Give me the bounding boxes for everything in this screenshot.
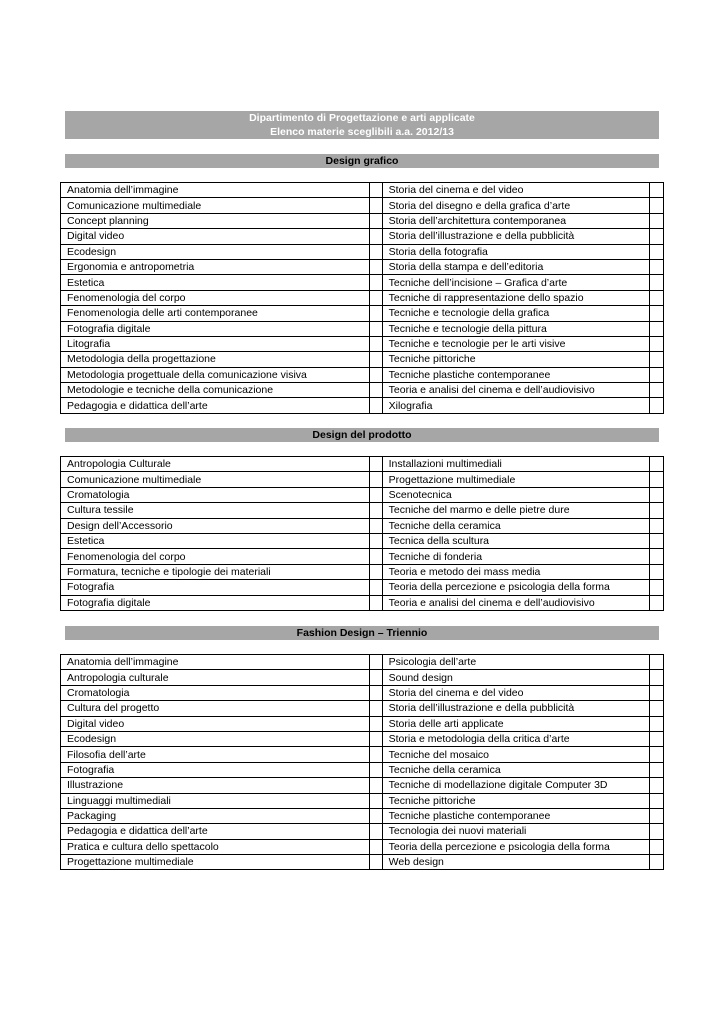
selection-box-right[interactable]: [649, 367, 663, 382]
subject-name-right: Tecniche pittoriche: [382, 793, 649, 808]
selection-box-left[interactable]: [369, 549, 382, 564]
table-row: [61, 259, 664, 274]
subject-name-left: Cultura tessile: [61, 503, 370, 518]
table-row: [61, 580, 664, 595]
subject-name-left: Litografia: [61, 336, 370, 351]
selection-box-right[interactable]: [649, 564, 663, 579]
selection-box-right[interactable]: [649, 183, 663, 198]
department-title: Dipartimento di Progettazione e arti applicate: [249, 112, 475, 124]
subject-name-left: Fenomenologia del corpo: [61, 290, 370, 305]
subject-name-right: Teoria e analisi del cinema e dell’audiovisivo: [382, 595, 649, 610]
selection-box-left[interactable]: [369, 855, 382, 870]
selection-box-right[interactable]: [649, 685, 663, 700]
subject-name-left: Estetica: [61, 275, 370, 290]
subject-name-right: Teoria e analisi del cinema e dell’audiovisivo: [382, 383, 649, 398]
subject-name-left: Antropologia culturale: [61, 670, 370, 685]
subject-name-left: Metodologia della progettazione: [61, 352, 370, 367]
selection-box-right[interactable]: [649, 701, 663, 716]
subject-name-right: Tecniche di fonderia: [382, 549, 649, 564]
selection-box-right[interactable]: [649, 290, 663, 305]
selection-box-right[interactable]: [649, 275, 663, 290]
subject-name-right: Tecniche di modellazione digitale Computer 3D: [382, 778, 649, 793]
subject-name-right: Sound design: [382, 670, 649, 685]
subject-name-right: Tecniche e tecnologie della pittura: [382, 321, 649, 336]
table-row: [61, 855, 664, 870]
selection-box-right[interactable]: [649, 580, 663, 595]
selection-box-left[interactable]: [369, 824, 382, 839]
selection-box-right[interactable]: [649, 839, 663, 854]
subject-name-right: Storia e metodologia della critica d’arte: [382, 731, 649, 746]
selection-box-right[interactable]: [649, 595, 663, 610]
selection-box-right[interactable]: [649, 778, 663, 793]
table-row: [61, 306, 664, 321]
subject-name-right: Tecnica della scultura: [382, 533, 649, 548]
subject-name-left: Fotografia: [61, 762, 370, 777]
table-row: [61, 549, 664, 564]
selection-box-right[interactable]: [649, 855, 663, 870]
table-row: [61, 793, 664, 808]
selection-box-right[interactable]: [649, 398, 663, 413]
subject-name-left: Comunicazione multimediale: [61, 472, 370, 487]
selection-box-right[interactable]: [649, 472, 663, 487]
subject-name-left: Anatomia dell’immagine: [61, 183, 370, 198]
section-title-fashion-design: Fashion Design – Triennio: [65, 626, 659, 640]
subject-name-left: Ecodesign: [61, 244, 370, 259]
subject-name-left: Cultura del progetto: [61, 701, 370, 716]
table-row: [61, 518, 664, 533]
selection-box-right[interactable]: [649, 352, 663, 367]
selection-box-left[interactable]: [369, 306, 382, 321]
table-row: [61, 778, 664, 793]
subject-name-right: Storia del cinema e del video: [382, 685, 649, 700]
selection-box-left[interactable]: [369, 244, 382, 259]
subject-name-right: Xilografia: [382, 398, 649, 413]
subject-name-left: Fenomenologia del corpo: [61, 549, 370, 564]
table-row: [61, 290, 664, 305]
subject-name-left: Fenomenologia delle arti contemporanee: [61, 306, 370, 321]
table-row: [61, 839, 664, 854]
subject-name-right: Teoria e metodo dei mass media: [382, 564, 649, 579]
subject-name-left: Progettazione multimediale: [61, 855, 370, 870]
subject-name-left: Metodologie e tecniche della comunicazione: [61, 383, 370, 398]
selection-box-left[interactable]: [369, 457, 382, 472]
table-row: [61, 564, 664, 579]
subject-name-right: Tecniche e tecnologie per le arti visive: [382, 336, 649, 351]
subject-name-right: Tecniche di rappresentazione dello spazio: [382, 290, 649, 305]
selection-box-right[interactable]: [649, 747, 663, 762]
subject-name-right: Web design: [382, 855, 649, 870]
subject-name-right: Tecniche plastiche contemporanee: [382, 367, 649, 382]
subject-name-left: Estetica: [61, 533, 370, 548]
subject-name-right: Storia del cinema e del video: [382, 183, 649, 198]
subject-name-left: Formatura, tecniche e tipologie dei materiali: [61, 564, 370, 579]
subject-name-left: Anatomia dell’immagine: [61, 655, 370, 670]
table-row: [61, 747, 664, 762]
subject-name-right: Scenotecnica: [382, 487, 649, 502]
selection-box-left[interactable]: [369, 533, 382, 548]
table-row: [61, 685, 664, 700]
selection-box-left[interactable]: [369, 701, 382, 716]
selection-box-left[interactable]: [369, 808, 382, 823]
selection-box-right[interactable]: [649, 808, 663, 823]
subject-name-right: Storia del disegno e della grafica d’arte: [382, 198, 649, 213]
subject-name-right: Storia dell’illustrazione e della pubblicità: [382, 229, 649, 244]
selection-box-right[interactable]: [649, 503, 663, 518]
subject-name-right: Tecnologia dei nuovi materiali: [382, 824, 649, 839]
selection-box-left[interactable]: [369, 778, 382, 793]
subject-name-left: Illustrazione: [61, 778, 370, 793]
selection-box-left[interactable]: [369, 518, 382, 533]
selection-box-right[interactable]: [649, 336, 663, 351]
subject-name-right: Storia dell’architettura contemporanea: [382, 213, 649, 228]
table-row: [61, 398, 664, 413]
selection-box-right[interactable]: [649, 549, 663, 564]
table-row: [61, 383, 664, 398]
table-row: [61, 808, 664, 823]
selection-box-right[interactable]: [649, 457, 663, 472]
subject-name-right: Tecniche dell’incisione – Grafica d’arte: [382, 275, 649, 290]
selection-box-left[interactable]: [369, 213, 382, 228]
subject-name-left: Comunicazione multimediale: [61, 198, 370, 213]
table-row: [61, 595, 664, 610]
subject-name-right: Tecniche del marmo e delle pietre dure: [382, 503, 649, 518]
subject-name-left: Ecodesign: [61, 731, 370, 746]
selection-box-left[interactable]: [369, 716, 382, 731]
selection-box-left[interactable]: [369, 564, 382, 579]
subject-name-left: Concept planning: [61, 213, 370, 228]
subject-name-left: Design dell’Accessorio: [61, 518, 370, 533]
subject-name-right: Tecniche della ceramica: [382, 518, 649, 533]
subject-name-right: Tecniche pittoriche: [382, 352, 649, 367]
subject-name-right: Psicologia dell’arte: [382, 655, 649, 670]
selection-box-left[interactable]: [369, 352, 382, 367]
selection-box-right[interactable]: [649, 229, 663, 244]
subject-name-left: Antropologia Culturale: [61, 457, 370, 472]
selection-box-right[interactable]: [649, 533, 663, 548]
subject-name-right: Storia della fotografia: [382, 244, 649, 259]
table-row: [61, 244, 664, 259]
selection-box-left[interactable]: [369, 655, 382, 670]
selection-box-left[interactable]: [369, 793, 382, 808]
subject-name-right: Tecniche e tecnologie della grafica: [382, 306, 649, 321]
table-row: [61, 198, 664, 213]
subject-name-left: Fotografia digitale: [61, 321, 370, 336]
section-title-design-prodotto: Design del prodotto: [65, 428, 659, 442]
subject-name-left: Ergonomia e antropometria: [61, 259, 370, 274]
table-row: [61, 321, 664, 336]
table-row: [61, 275, 664, 290]
document-header: [65, 111, 659, 139]
selection-box-right[interactable]: [649, 244, 663, 259]
table-design-prodotto: [60, 456, 664, 611]
table-row: [61, 367, 664, 382]
subject-name-right: Tecniche del mosaico: [382, 747, 649, 762]
subject-name-left: Cromatologia: [61, 487, 370, 502]
selection-box-left[interactable]: [369, 367, 382, 382]
selection-box-left[interactable]: [369, 731, 382, 746]
table-row: [61, 716, 664, 731]
selection-box-left[interactable]: [369, 487, 382, 502]
table-row: [61, 503, 664, 518]
selection-box-left[interactable]: [369, 839, 382, 854]
selection-box-left[interactable]: [369, 321, 382, 336]
selection-box-right[interactable]: [649, 213, 663, 228]
selection-box-left[interactable]: [369, 398, 382, 413]
section-title-design-grafico: Design grafico: [65, 154, 659, 168]
selection-box-left[interactable]: [369, 503, 382, 518]
subject-name-left: Packaging: [61, 808, 370, 823]
table-row: [61, 731, 664, 746]
subject-name-left: Pedagogia e didattica dell’arte: [61, 824, 370, 839]
selection-box-left[interactable]: [369, 290, 382, 305]
selection-box-left[interactable]: [369, 580, 382, 595]
selection-box-right[interactable]: [649, 518, 663, 533]
selection-box-left[interactable]: [369, 685, 382, 700]
subject-name-left: Digital video: [61, 229, 370, 244]
subject-name-left: Digital video: [61, 716, 370, 731]
subject-name-left: Filosofia dell’arte: [61, 747, 370, 762]
table-row: [61, 655, 664, 670]
subject-name-left: Fotografia: [61, 580, 370, 595]
selection-box-left[interactable]: [369, 336, 382, 351]
subject-name-left: Metodologia progettuale della comunicazione visiva: [61, 367, 370, 382]
subject-name-left: Pedagogia e didattica dell’arte: [61, 398, 370, 413]
selection-box-right[interactable]: [649, 655, 663, 670]
selection-box-left[interactable]: [369, 472, 382, 487]
subject-name-left: Linguaggi multimediali: [61, 793, 370, 808]
table-row: [61, 533, 664, 548]
table-row: [61, 472, 664, 487]
selection-box-left[interactable]: [369, 762, 382, 777]
table-row: [61, 336, 664, 351]
table-row: [61, 670, 664, 685]
table-row: [61, 487, 664, 502]
subject-name-right: Tecniche plastiche contemporanee: [382, 808, 649, 823]
selection-box-left[interactable]: [369, 595, 382, 610]
selection-box-left[interactable]: [369, 229, 382, 244]
subject-name-right: Progettazione multimediale: [382, 472, 649, 487]
table-fashion-design: [60, 654, 664, 870]
selection-box-right[interactable]: [649, 383, 663, 398]
selection-box-left[interactable]: [369, 259, 382, 274]
subject-name-left: Cromatologia: [61, 685, 370, 700]
subject-name-right: Storia delle arti applicate: [382, 716, 649, 731]
table-row: [61, 352, 664, 367]
selection-box-right[interactable]: [649, 670, 663, 685]
subject-name-right: Storia della stampa e dell’editoria: [382, 259, 649, 274]
table-row: [61, 824, 664, 839]
table-row: [61, 701, 664, 716]
subject-name-left: Pratica e cultura dello spettacolo: [61, 839, 370, 854]
selection-box-left[interactable]: [369, 183, 382, 198]
table-row: [61, 213, 664, 228]
selection-box-right[interactable]: [649, 321, 663, 336]
table-row: [61, 229, 664, 244]
selection-box-right[interactable]: [649, 762, 663, 777]
selection-box-left[interactable]: [369, 198, 382, 213]
subject-name-right: Installazioni multimediali: [382, 457, 649, 472]
selection-box-right[interactable]: [649, 306, 663, 321]
table-design-grafico: [60, 182, 664, 414]
list-subtitle: Elenco materie sceglibili a.a. 2012/13: [270, 126, 454, 138]
selection-box-right[interactable]: [649, 793, 663, 808]
selection-box-left[interactable]: [369, 747, 382, 762]
subject-name-right: Teoria della percezione e psicologia della forma: [382, 580, 649, 595]
subject-name-right: Storia dell’illustrazione e della pubblicità: [382, 701, 649, 716]
subject-name-left: Fotografia digitale: [61, 595, 370, 610]
table-row: [61, 183, 664, 198]
selection-box-right[interactable]: [649, 259, 663, 274]
selection-box-right[interactable]: [649, 487, 663, 502]
selection-box-right[interactable]: [649, 824, 663, 839]
selection-box-left[interactable]: [369, 670, 382, 685]
subject-name-right: Tecniche della ceramica: [382, 762, 649, 777]
selection-box-left[interactable]: [369, 383, 382, 398]
selection-box-right[interactable]: [649, 198, 663, 213]
table-row: [61, 762, 664, 777]
table-row: [61, 457, 664, 472]
selection-box-right[interactable]: [649, 716, 663, 731]
subject-name-right: Teoria della percezione e psicologia della forma: [382, 839, 649, 854]
selection-box-right[interactable]: [649, 731, 663, 746]
selection-box-left[interactable]: [369, 275, 382, 290]
